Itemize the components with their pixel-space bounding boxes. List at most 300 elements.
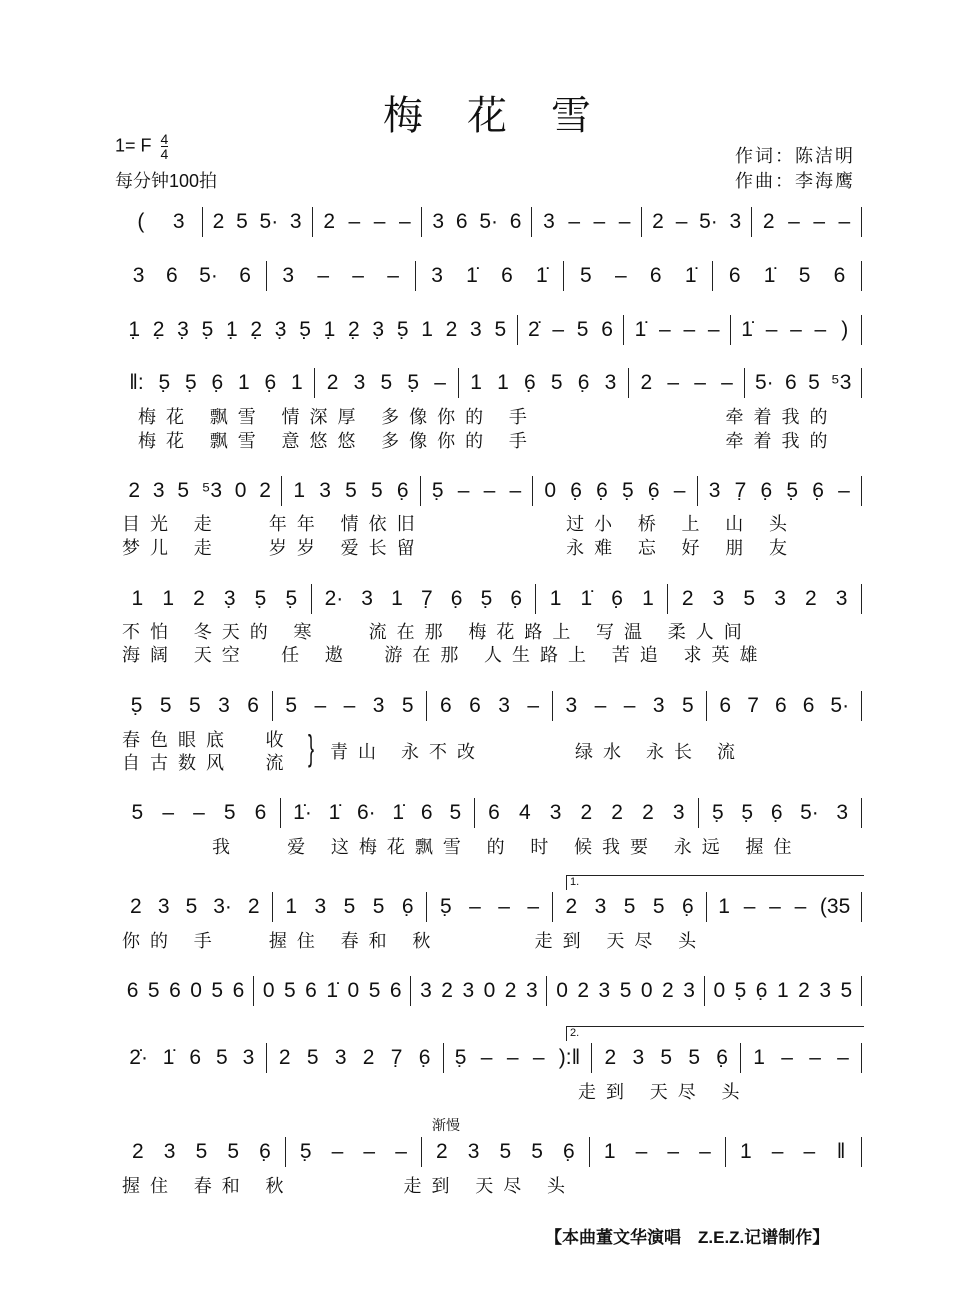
note: 5 — [652, 895, 665, 918]
note: 3 — [774, 587, 786, 610]
note: 6 — [305, 979, 317, 1002]
note: – — [694, 371, 706, 394]
note: 1 — [739, 1140, 752, 1163]
note: – — [618, 210, 631, 233]
note: 3 — [432, 210, 445, 233]
note: 1̇ — [684, 264, 697, 287]
note: 2 — [435, 1140, 448, 1163]
note: 1 — [293, 479, 306, 502]
note: ) — [841, 318, 849, 341]
note: 6 — [439, 694, 452, 717]
note: 5 — [576, 318, 589, 341]
measure — [592, 1043, 741, 1073]
measure — [553, 892, 708, 922]
note: – — [707, 318, 720, 341]
note: – — [193, 801, 205, 824]
note: 3 — [543, 210, 555, 233]
lyric-line: 春色眼底 收 — [122, 730, 294, 751]
measure — [118, 1043, 267, 1073]
note: 2̣ — [152, 318, 165, 341]
note: 3 — [672, 801, 685, 824]
note: 3 — [353, 371, 366, 394]
second-ending-bracket — [566, 1026, 864, 1041]
note: ⁵3 — [201, 479, 223, 502]
note: – — [790, 318, 802, 341]
score-system — [118, 1043, 862, 1073]
score-system — [118, 976, 862, 1006]
note: 5 — [185, 895, 198, 918]
lyric-chorus: 青山 永不改 绿水 永长 流 — [330, 742, 746, 762]
note: – — [781, 1046, 793, 1069]
note: 2 — [247, 895, 260, 918]
note: 6̣ — [812, 479, 824, 502]
note: 6̣ — [211, 371, 224, 394]
measure — [564, 261, 713, 291]
note: – — [667, 371, 680, 394]
note: – — [568, 210, 581, 233]
note: 5 — [688, 1046, 701, 1069]
note: 6̣ — [755, 979, 768, 1002]
note: – — [532, 1046, 545, 1069]
volta-label: 2. — [570, 1027, 580, 1039]
note: 5 — [550, 371, 563, 394]
measure — [118, 584, 312, 614]
note: 1 — [391, 587, 403, 610]
note: 5 — [284, 979, 296, 1002]
measure — [118, 892, 273, 922]
note: – — [659, 318, 671, 341]
note: 2 — [642, 801, 654, 824]
note: 5 — [215, 1046, 228, 1069]
note: 3 — [632, 1046, 645, 1069]
note: 6̣ — [647, 479, 660, 502]
note: 6̣ — [396, 479, 409, 502]
note: 5· — [259, 210, 279, 233]
measure — [459, 368, 629, 398]
note: 3̣ — [223, 587, 236, 610]
note: 1̇ — [763, 264, 776, 287]
note: 6 — [232, 979, 245, 1002]
note: 1 — [776, 979, 789, 1002]
measure — [281, 798, 475, 828]
lyric-line: 握住 春和 秋 走到 天尽 头 — [122, 1176, 575, 1197]
note: 5 — [372, 895, 385, 918]
note: 6 — [728, 264, 741, 287]
note: 5 — [681, 694, 694, 717]
note: 6̣ — [264, 371, 277, 394]
note: – — [803, 1140, 816, 1163]
measure — [745, 368, 862, 398]
note: 0 — [262, 979, 275, 1002]
note: 6 — [488, 801, 500, 824]
note: – — [363, 1140, 376, 1163]
measure — [118, 261, 267, 291]
note: 5̣ — [285, 587, 298, 610]
note: 5 — [580, 264, 592, 287]
note: 6̣ — [563, 1140, 575, 1163]
note: 5 — [188, 694, 201, 717]
measure — [118, 207, 203, 237]
score-system — [118, 892, 862, 922]
score-system — [118, 1137, 862, 1167]
note: 5 — [147, 979, 160, 1002]
note: 5̣ — [786, 479, 799, 502]
measure — [533, 476, 697, 506]
lyric-line: 梅花 飘雪 意悠悠 多像你的 手 牵着我的 — [138, 431, 838, 452]
note: – — [788, 210, 800, 233]
note: 7̣ — [420, 587, 433, 610]
note: 5 — [808, 371, 820, 394]
note: 5 — [236, 210, 248, 233]
note: 1̇ — [634, 318, 647, 341]
note: 6 — [509, 210, 522, 233]
note: 3 — [242, 1046, 255, 1069]
measure — [629, 368, 746, 398]
note: 5 — [380, 371, 393, 394]
note: 5· — [699, 210, 718, 233]
note: 3 — [420, 979, 432, 1002]
note: 5 — [223, 801, 236, 824]
note: 3 — [282, 264, 295, 287]
note: 6̣ — [760, 479, 773, 502]
note: 3 — [819, 979, 831, 1002]
note: 5̣ — [396, 318, 409, 341]
note: ‖: — [129, 371, 144, 394]
note: 1̇ — [326, 979, 339, 1002]
note: 2 — [193, 587, 205, 610]
measure — [118, 798, 281, 828]
note: 5̣ — [480, 587, 493, 610]
time-bottom: 4 — [160, 146, 169, 162]
note: – — [348, 210, 361, 233]
note: 5 — [195, 1140, 208, 1163]
measure — [421, 476, 534, 506]
note: 5̣ — [254, 587, 267, 610]
note: – — [721, 371, 733, 394]
note: 1 — [285, 895, 298, 918]
note: 2 — [640, 371, 653, 394]
note: 5̣ — [130, 694, 143, 717]
note: 4 — [518, 801, 531, 824]
note: – — [769, 895, 781, 918]
note: 6 — [719, 694, 732, 717]
note: 2 — [652, 210, 664, 233]
score-system — [118, 584, 862, 614]
note: 5 — [660, 1046, 673, 1069]
ritardando-marking: 渐慢 — [432, 1117, 460, 1133]
note: 2 — [128, 479, 141, 502]
note: 3 — [152, 479, 165, 502]
note: 6̣ — [401, 895, 414, 918]
key-signature — [115, 132, 168, 161]
note: 5 — [619, 979, 632, 1002]
measure — [254, 976, 411, 1006]
score-system — [118, 368, 862, 398]
lyricist-credit: 作词：陈洁明 — [735, 146, 855, 166]
note: – — [814, 318, 827, 341]
note: 1 — [470, 371, 482, 394]
note: – — [771, 1140, 784, 1163]
note: 1 — [642, 587, 654, 610]
note: 6̣ — [510, 587, 523, 610]
measure — [203, 207, 313, 237]
note: 5̣ — [711, 801, 724, 824]
measure — [731, 315, 862, 345]
measure — [282, 476, 420, 506]
note: – — [614, 264, 627, 287]
note: (35 — [819, 895, 851, 918]
measure — [518, 315, 625, 345]
note: 3 — [319, 479, 331, 502]
note: – — [395, 1140, 407, 1163]
note: – — [794, 895, 807, 918]
note: 5· — [479, 210, 498, 233]
note: – — [373, 210, 386, 233]
note: 2 — [130, 895, 142, 918]
note: 3 — [172, 210, 185, 233]
measure — [267, 261, 416, 291]
note: 0 — [234, 479, 247, 502]
note: – — [675, 210, 688, 233]
composer-credit: 作曲：李海鹰 — [735, 171, 855, 191]
note: – — [837, 1046, 849, 1069]
note: 6 — [649, 264, 662, 287]
measure — [427, 892, 553, 922]
note: 2̇ — [527, 318, 540, 341]
note: 2 — [278, 1046, 291, 1069]
note: – — [743, 895, 756, 918]
note: ( — [137, 210, 145, 233]
note: 5̣ — [431, 479, 444, 502]
note: 1 — [497, 371, 509, 394]
measure — [642, 207, 752, 237]
note: 1 — [753, 1046, 765, 1069]
note: 2 — [441, 979, 453, 1002]
score-system — [118, 476, 862, 506]
note: 2 — [323, 210, 336, 233]
note: 3 — [218, 694, 230, 717]
measure — [427, 691, 553, 721]
note: 5 — [285, 694, 298, 717]
note: 0 — [556, 979, 568, 1002]
note: 6̣ — [770, 801, 783, 824]
note: 0 — [347, 979, 360, 1002]
note: – — [552, 318, 565, 341]
note: 2 — [132, 1140, 144, 1163]
note: 6 — [774, 694, 787, 717]
volta-label: 1. — [570, 876, 580, 888]
note: 7̣ — [734, 479, 747, 502]
note: 5̣ — [734, 979, 747, 1002]
note: 3 — [835, 587, 848, 610]
note: 1 — [162, 587, 175, 610]
measure — [118, 476, 282, 506]
measure — [536, 584, 668, 614]
note: 6̣ — [681, 895, 694, 918]
note: 2 — [577, 979, 590, 1002]
note: 5 — [368, 979, 381, 1002]
note: 5 — [371, 479, 383, 502]
note: 3 — [594, 895, 607, 918]
measure — [475, 798, 699, 828]
note: 3 — [467, 1140, 480, 1163]
note: 3· — [213, 895, 232, 918]
key-label: 1= F — [115, 135, 152, 156]
note: 3 — [163, 1140, 176, 1163]
note: 5̣ — [299, 1140, 312, 1163]
lyric-line: 我 爱 这梅花飘雪 的 时 候我要 永远 握住 — [212, 837, 802, 858]
note: 5 — [743, 587, 756, 610]
note: – — [434, 371, 446, 394]
note: – — [809, 1046, 821, 1069]
note: 2 — [259, 479, 271, 502]
measure — [416, 261, 565, 291]
note: 6 — [389, 979, 402, 1002]
note: – — [838, 479, 850, 502]
note: 6 — [254, 801, 267, 824]
note: 3 — [565, 694, 578, 717]
note: 6̣ — [523, 371, 536, 394]
brace: } — [308, 727, 315, 768]
note: 1 — [291, 371, 303, 394]
measure — [707, 892, 862, 922]
note: – — [506, 1046, 519, 1069]
note: 1̣ — [128, 318, 141, 341]
measure — [624, 315, 731, 345]
note: 3 — [712, 587, 725, 610]
note: 1̇ — [580, 587, 593, 610]
note: 2 — [798, 979, 810, 1002]
note: – — [527, 694, 540, 717]
lyric-line: 走到 天尽 头 — [578, 1082, 750, 1103]
note: 6 — [833, 264, 846, 287]
note: 6 — [802, 694, 815, 717]
note: 6̣ — [716, 1046, 728, 1069]
note: 3 — [525, 979, 538, 1002]
note: 3 — [729, 210, 742, 233]
measure — [699, 798, 862, 828]
measure — [313, 207, 423, 237]
note: 2 — [611, 801, 623, 824]
note: 5 — [494, 318, 507, 341]
note: 6 — [420, 801, 433, 824]
measure — [315, 368, 458, 398]
measure — [118, 976, 254, 1006]
note: 2 — [604, 1046, 617, 1069]
note: 6 — [784, 371, 797, 394]
note: – — [593, 210, 606, 233]
note: 6̣ — [596, 479, 608, 502]
note: 6̣ — [570, 479, 582, 502]
measure — [312, 584, 536, 614]
note: 2 — [804, 587, 817, 610]
note: 5· — [199, 264, 218, 287]
note: 1̇· — [293, 801, 312, 824]
measure — [547, 976, 704, 1006]
measure — [668, 584, 862, 614]
note: 3̣ — [372, 318, 385, 341]
measure — [705, 976, 862, 1006]
note: – — [765, 318, 778, 341]
note: 5 — [531, 1140, 543, 1163]
note: 5 — [401, 694, 414, 717]
note: ⁵3 — [831, 371, 852, 394]
note: 5· — [800, 801, 819, 824]
measure — [707, 691, 862, 721]
note: 6 — [166, 264, 178, 287]
measure — [118, 691, 273, 721]
note: 3 — [157, 895, 170, 918]
note: 3 — [683, 979, 695, 1002]
note: 2 — [580, 801, 593, 824]
note: 0 — [483, 979, 496, 1002]
lyric-line: 你的 手 握住 春和 秋 走到 天尽 头 — [122, 931, 707, 952]
note: 3 — [361, 587, 373, 610]
measure — [752, 207, 862, 237]
note: 0 — [544, 479, 557, 502]
note: 3 — [604, 371, 617, 394]
measure — [118, 368, 315, 398]
note: – — [162, 801, 175, 824]
note: – — [457, 479, 470, 502]
note: – — [314, 694, 327, 717]
note: 0 — [640, 979, 653, 1002]
note: 5̣ — [439, 895, 452, 918]
note: 6 — [469, 694, 481, 717]
note: 2 — [662, 979, 674, 1002]
note: 6 — [501, 264, 513, 287]
note: 2· — [324, 587, 344, 610]
note: 0 — [713, 979, 726, 1002]
note: 6 — [455, 210, 468, 233]
note: 2̇· — [129, 1046, 148, 1069]
note: 1̇ — [328, 801, 341, 824]
note: 3 — [498, 694, 510, 717]
note: 5̣ — [407, 371, 420, 394]
note: 5̣ — [201, 318, 214, 341]
lyric-line: 梦儿 走 岁岁 爱长留 永难 忘 好 朋 友 — [122, 538, 797, 559]
measure — [553, 691, 708, 721]
note: 1̇ — [162, 1046, 175, 1069]
note: 2 — [326, 371, 339, 394]
note: 5 — [798, 264, 811, 287]
note: 6̣ — [577, 371, 590, 394]
note: 5· — [830, 694, 850, 717]
measure — [444, 1043, 593, 1073]
note: 0 — [190, 979, 202, 1002]
note: 3̣ — [177, 318, 189, 341]
note: – — [635, 1140, 648, 1163]
note: 5̣ — [622, 479, 634, 502]
note: 5 — [159, 694, 172, 717]
note: 2 — [681, 587, 694, 610]
note: 5̣ — [741, 801, 754, 824]
note: – — [673, 479, 686, 502]
note: 3̣ — [274, 318, 287, 341]
lyric-line: 不怕 冬天的 寒 流在那 梅花路上 写温 柔人间 — [122, 622, 752, 643]
note: ‖ — [836, 1140, 846, 1163]
note: – — [699, 1140, 711, 1163]
song-title: 梅花雪 — [383, 93, 635, 139]
note: – — [509, 479, 522, 502]
score-system — [118, 691, 862, 721]
score-system — [118, 207, 862, 237]
note: – — [683, 318, 696, 341]
note: 5 — [623, 895, 636, 918]
note: 6 — [247, 694, 259, 717]
measure — [532, 207, 642, 237]
note: 3 — [462, 979, 475, 1002]
